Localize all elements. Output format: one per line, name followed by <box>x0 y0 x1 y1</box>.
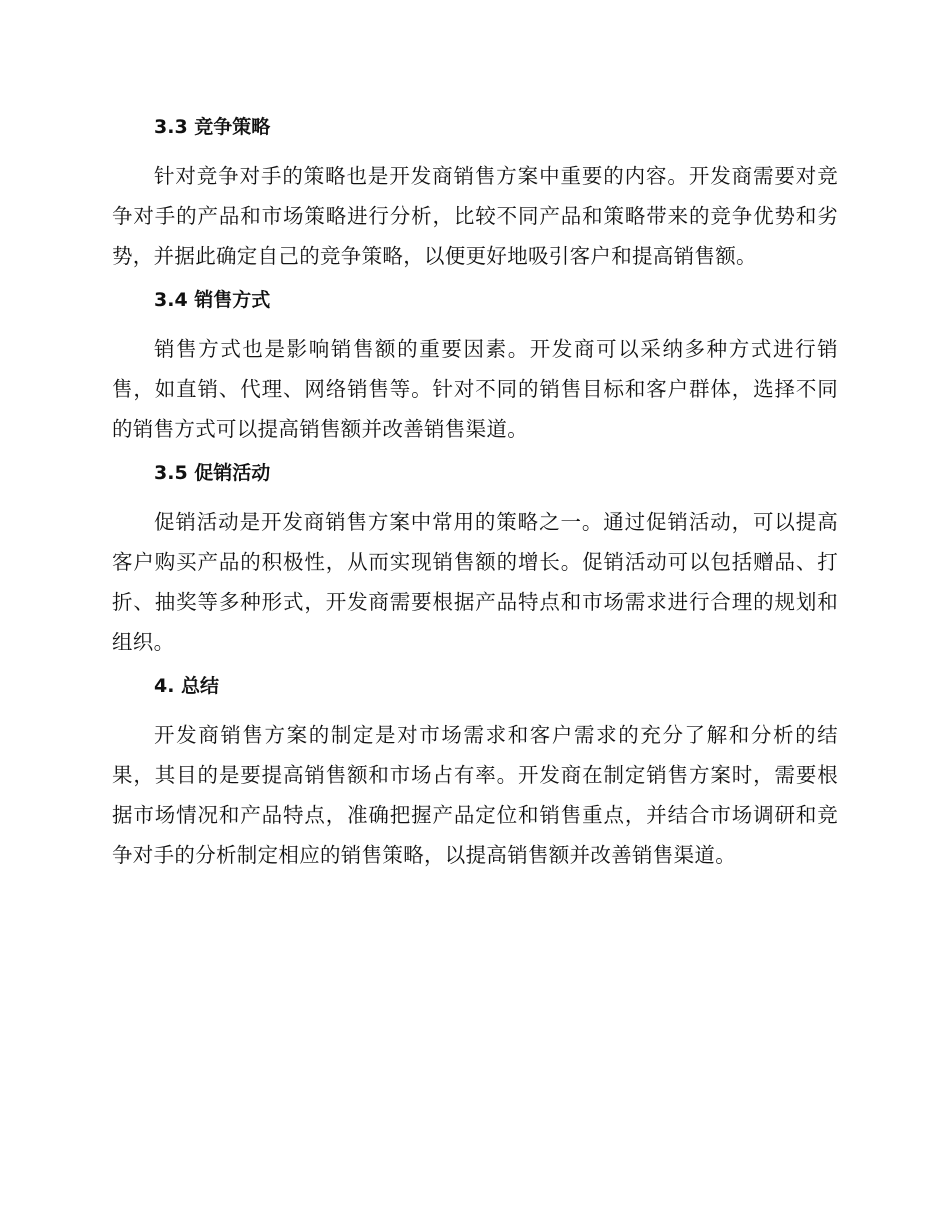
section-summary <box>112 667 838 875</box>
section-paragraph: 开发商销售方案的制定是对市场需求和客户需求的充分了解和分析的结果，其目的是要提高销售额和市场占有率。开发商在制定销售方案时，需要根据市场情况和产品特点，准确把握产品定位和销售重点，并结合市场调研和竞争对手的分析制定相应的销售策略，以提高销售额并改善销售渠道。 <box>112 723 838 867</box>
section-paragraph: 促销活动是开发商销售方案中常用的策略之一。通过促销活动，可以提高客户购买产品的积极性，从而实现销售额的增长。促销活动可以包括赠品、打折、抽奖等多种形式，开发商需要根据产品特点和市场需求进行合理的规划和组织。 <box>112 510 838 654</box>
section-paragraph: 销售方式也是影响销售额的重要因素。开发商可以采纳多种方式进行销售，如直销、代理、网络销售等。针对不同的销售目标和客户群体，选择不同的销售方式可以提高销售额并改善销售渠道。 <box>112 337 838 441</box>
section-promotion-activities <box>112 454 838 667</box>
section-heading: 3.4 销售方式 <box>154 289 271 311</box>
section-heading: 3.5 促销活动 <box>154 462 271 484</box>
section-paragraph: 针对竞争对手的策略也是开发商销售方案中重要的内容。开发商需要对竞争对手的产品和市场策略进行分析，比较不同产品和策略带来的竞争优势和劣势，并据此确定自己的竞争策略，以便更好地吸引客户和提高销售额。 <box>112 164 838 268</box>
section-competition-strategy <box>112 108 838 281</box>
section-heading: 3.3 竞争策略 <box>154 116 271 138</box>
section-sales-method <box>112 281 838 454</box>
section-heading: 4. 总结 <box>154 675 220 697</box>
document-body <box>112 108 838 875</box>
